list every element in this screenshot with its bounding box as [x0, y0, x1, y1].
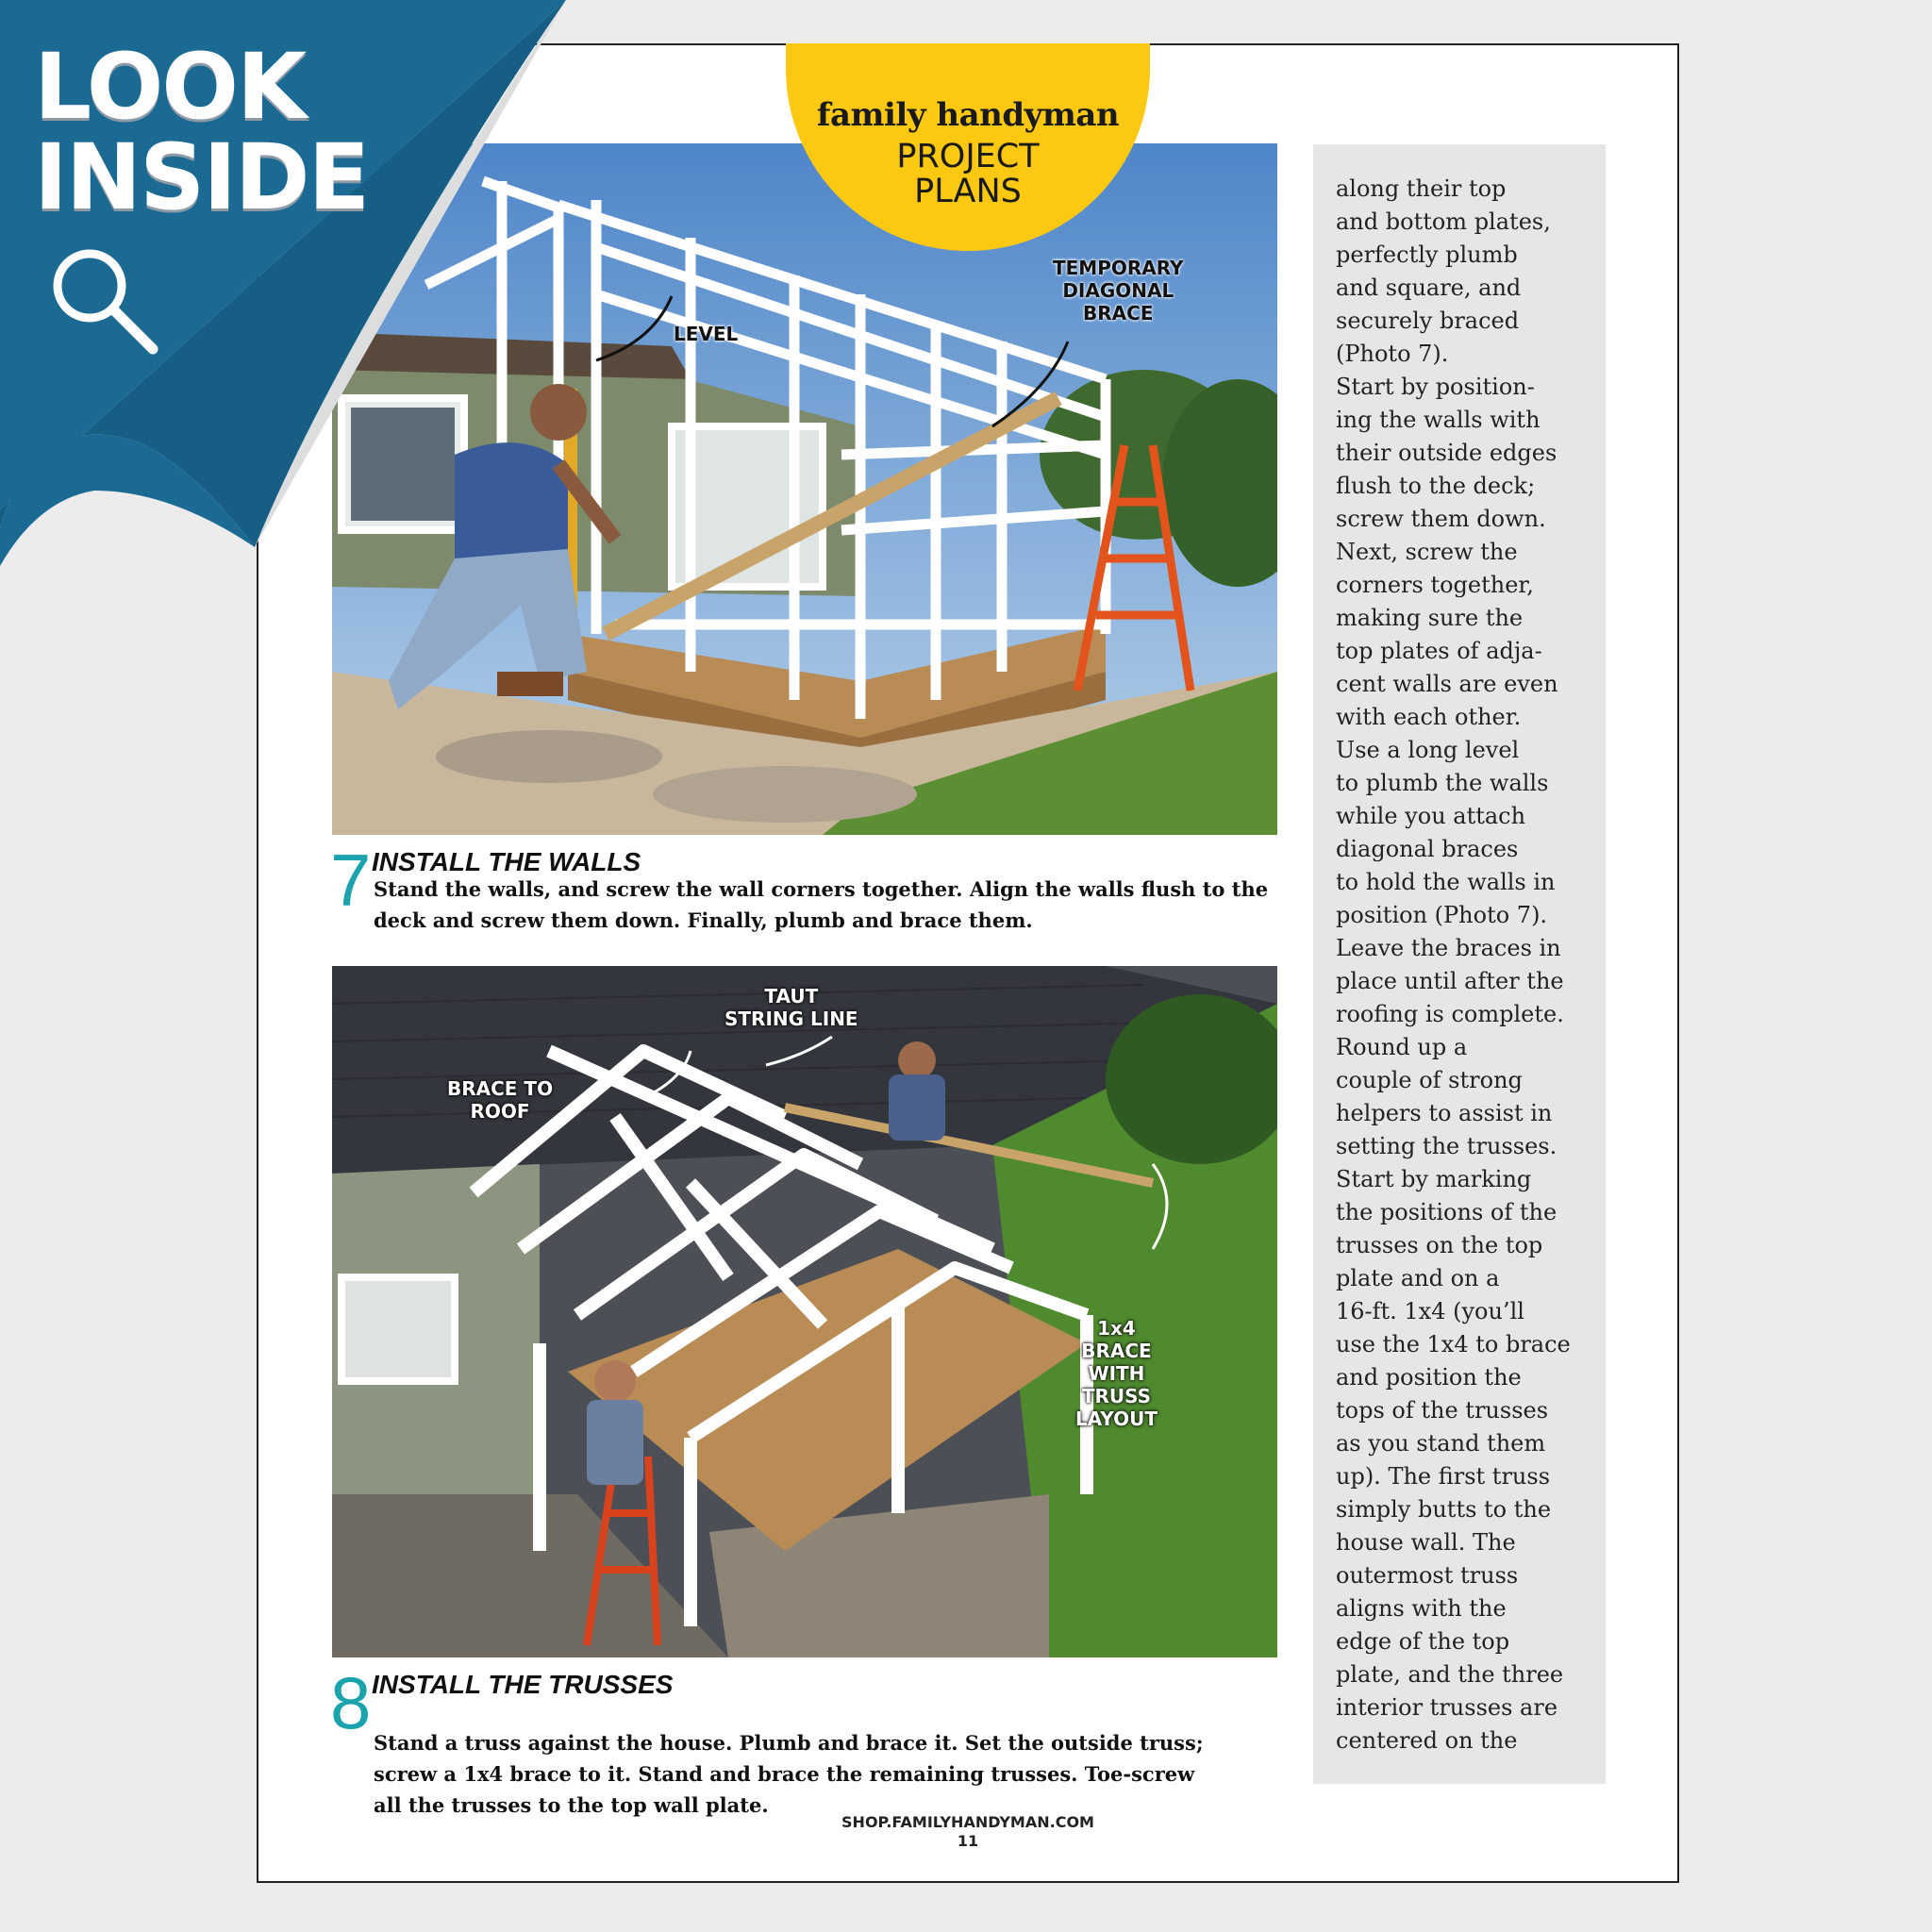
callout-brace-to-roof: BRACE TO ROOF — [447, 1077, 554, 1123]
step-title: INSTALL THE WALLS — [372, 847, 641, 876]
brand-logo: family handyman — [816, 96, 1120, 134]
callout-taut-string-line: TAUT STRING LINE — [724, 985, 858, 1030]
page-footer — [732, 1813, 1204, 1851]
caption-step-8 — [330, 1661, 1283, 1817]
footer-site: SHOP.FAMILYHANDYMAN.COM — [841, 1813, 1094, 1831]
step-number: 7 — [330, 839, 372, 922]
article-text: along their top and bottom plates, perfectly plumb and square, and securely braced (Photo 7). Start by position- ing the walls with their outside edges flush to the deck; screw them down. Next, screw the corners together, making sure the top plates of adja- cent walls are even with each other. Use a long level to plumb the walls while you attach diagonal braces to hold the walls in position (Photo 7). Leave the braces in place until after the roofing is complete. Round up a couple of strong helpers to assist in setting the trusses. Start by marking the positions of the trusses on the top plate and on a 16-ft. 1x4 (you’ll use the 1x4 to brace and position the tops of the trusses as you stand them up). The first truss simply butts to the house wall. The outermost truss aligns with the edge of the top plate, and the three interior trusses are centered on the — [1336, 175, 1571, 1754]
step-body — [374, 1696, 1279, 1821]
step-body-text: Stand a truss against the house. Plumb and brace it. Set the outside truss; screw a 1x4 brace to it. Stand and brace the remaining trusses. Toe-screw all the trusses to the top wall plate. — [374, 1731, 1204, 1817]
caption-step-7 — [330, 839, 1283, 938]
photo-install-trusses — [332, 966, 1277, 1657]
callout-1x4-brace: 1x4 BRACE WITH TRUSS LAYOUT — [1075, 1317, 1158, 1430]
project-plans-label — [786, 140, 1150, 209]
callout-level: LEVEL — [674, 323, 739, 345]
page-number: 11 — [957, 1832, 979, 1850]
banner-inside: INSIDE — [34, 125, 369, 230]
step-title: INSTALL THE TRUSSES — [372, 1670, 674, 1699]
magnifier-icon — [38, 234, 170, 366]
step-number: 8 — [330, 1661, 372, 1744]
step-body: Stand the walls, and screw the wall corners together. Align the walls flush to the deck and screw them down. Finally, plumb and brace them. — [374, 877, 1269, 932]
plans-line-1: PROJECT — [896, 138, 1040, 175]
banner-look: LOOK — [34, 34, 306, 140]
plans-line-2: PLANS — [914, 173, 1022, 210]
body-text-column — [1313, 144, 1606, 1784]
callout-temporary-brace: TEMPORARY DIAGONAL BRACE — [1053, 257, 1184, 325]
